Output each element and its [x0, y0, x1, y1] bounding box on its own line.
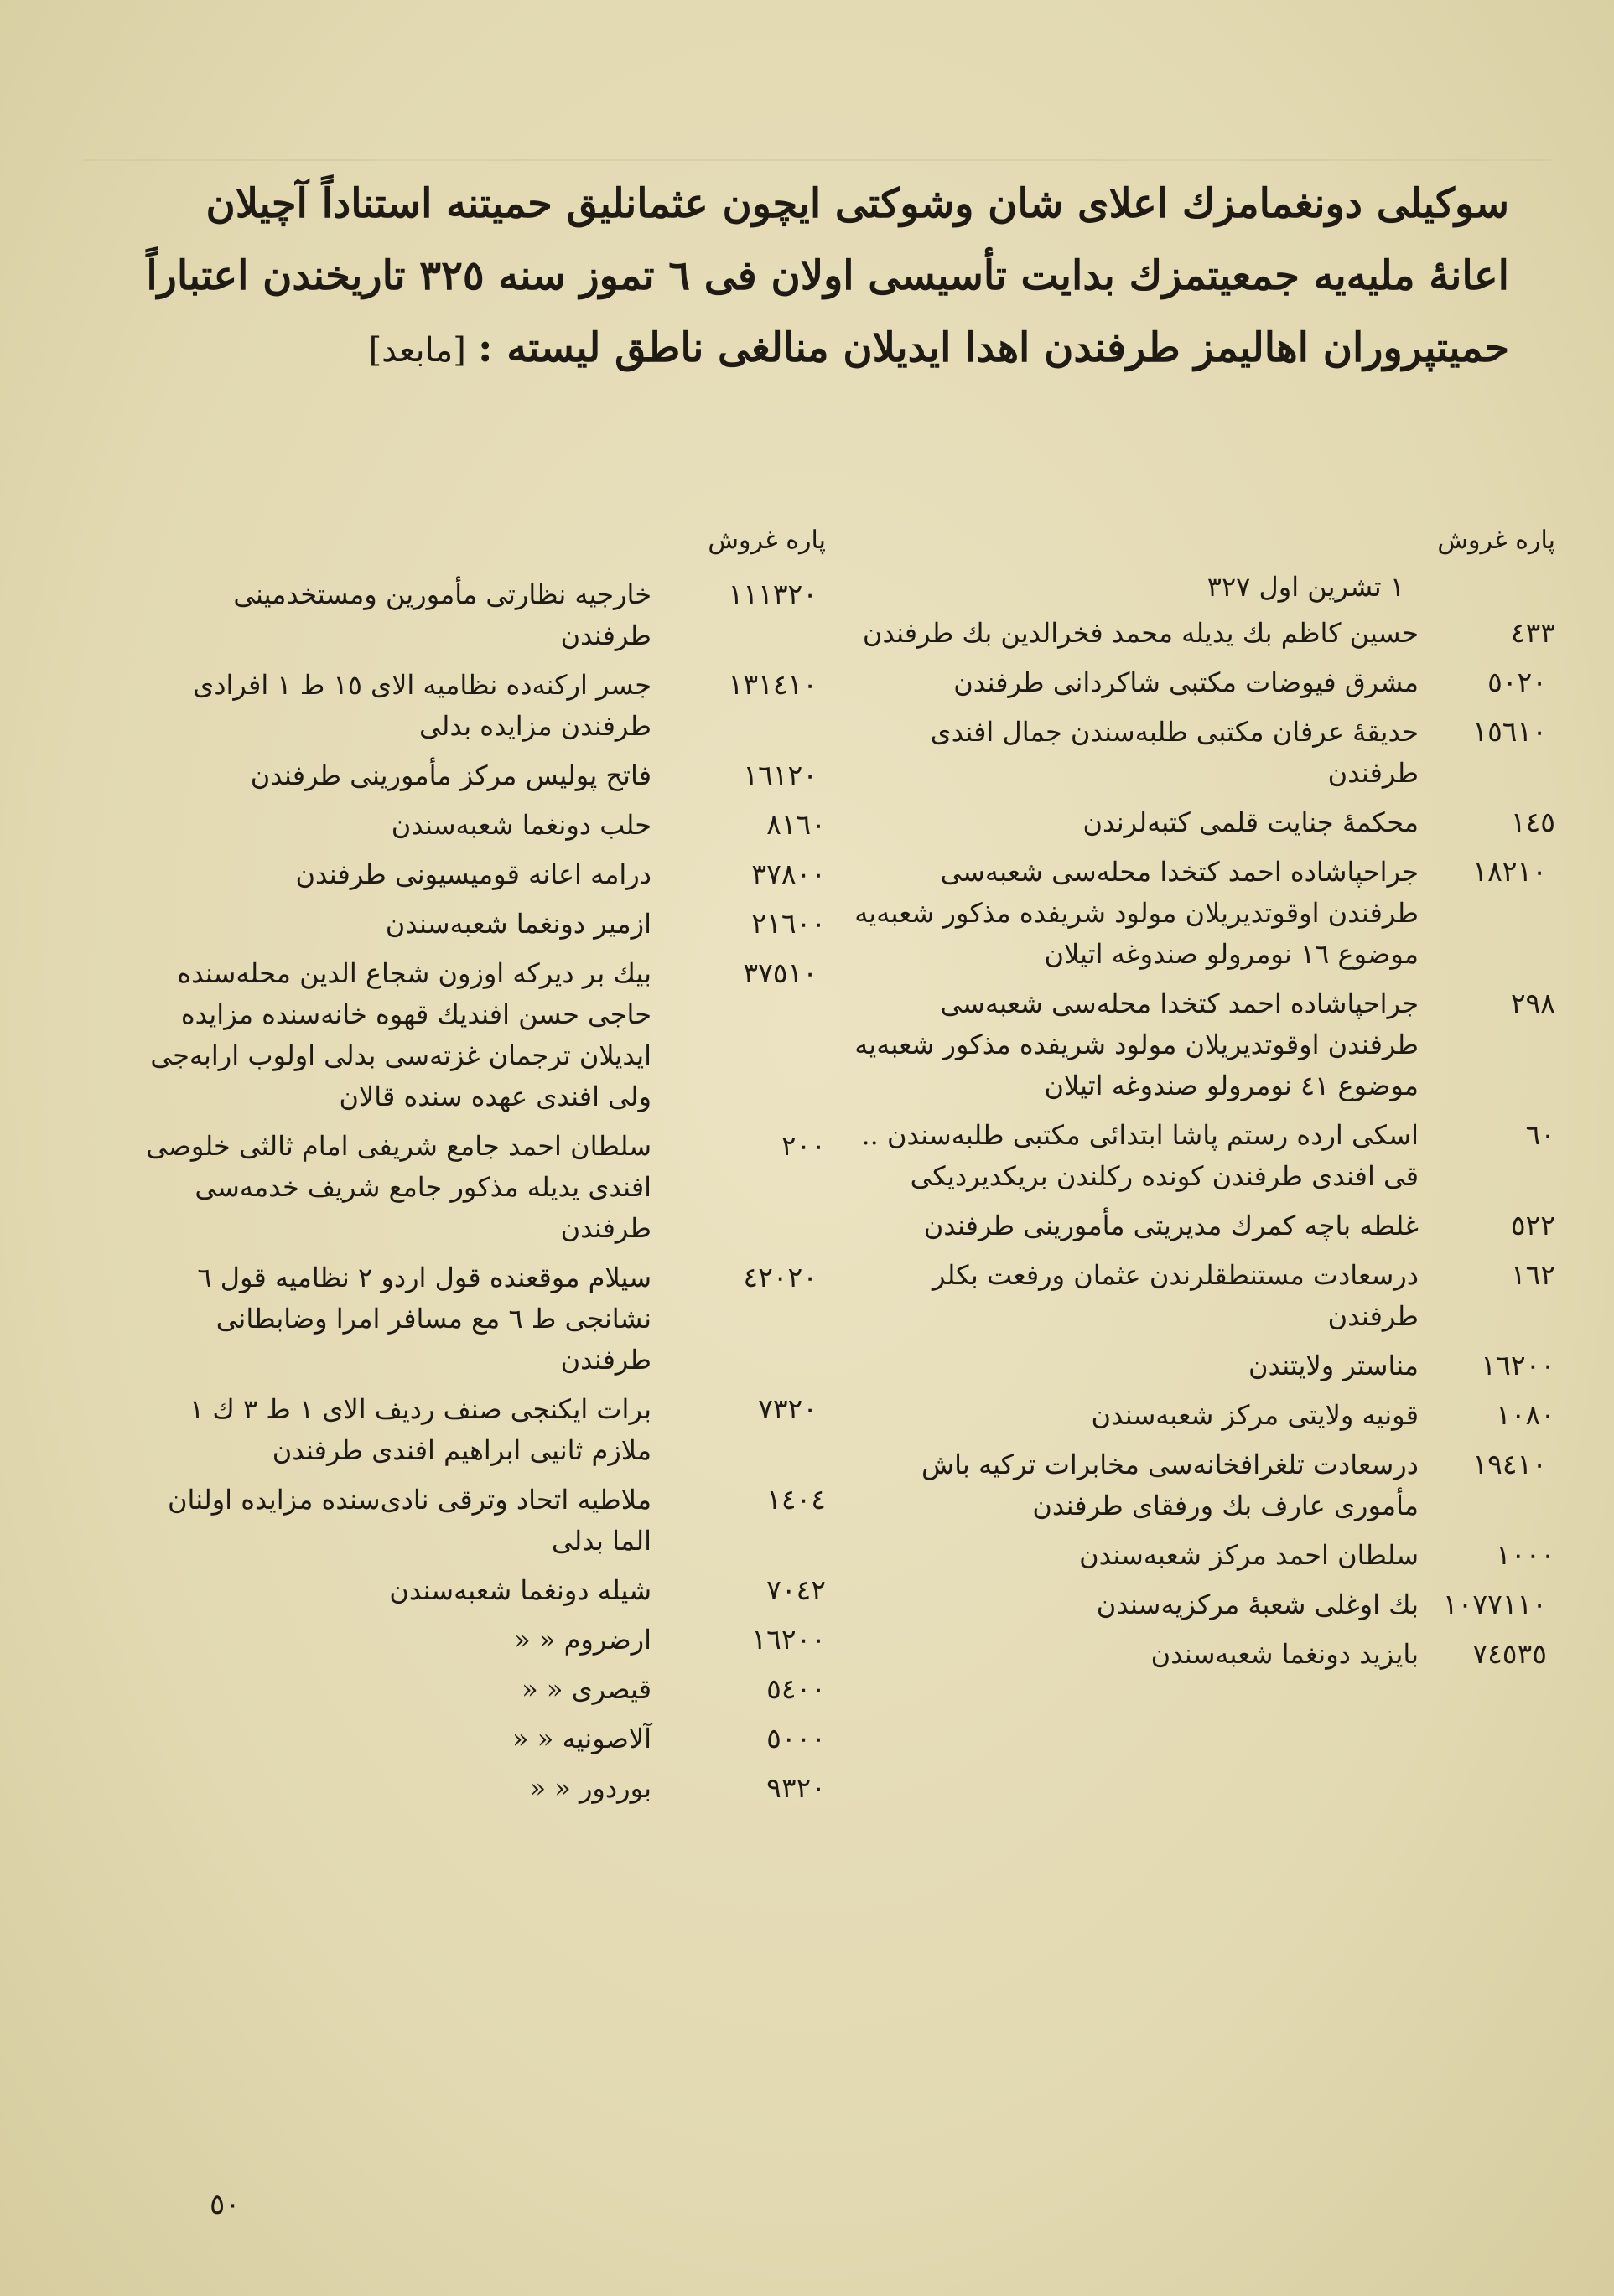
unit-kurus: غروش [708, 526, 778, 555]
amount-kurus: ٢١٦٠٠ [751, 907, 826, 940]
list-item [143, 1257, 826, 1381]
amount [1434, 802, 1555, 843]
entry-description: درامه اعانه قوميسيونى طرفندن [295, 858, 651, 890]
amount [667, 854, 826, 895]
date-line: ١ تشرين اول ٣٢٧ [1207, 571, 1404, 603]
entry-description: مشرق فيوضات مكتبى شاكردانى طرفندن [953, 666, 1419, 698]
amount [1434, 1395, 1555, 1436]
entry-description: جراحپاشاده احمد كتخدا محله‌سى شعبه‌سى طرفندن اوقوتديريلان مولود شريفده مذكور شعبه‌يه موضوع ٤١ نومرولو صندوغه اتيلان [854, 987, 1419, 1101]
amount [1434, 1205, 1555, 1246]
amount-para: ٣٥ [1517, 1637, 1547, 1670]
entry-description: ازمير دونغما شعبه‌سندن [385, 908, 651, 940]
amount-kurus: ١٦٢٠٠ [751, 1623, 826, 1656]
heading-line: اعانهٔ مليه‌يه جمعيتمزك بدايت تأسيسى اولان فى ٦ تموز سنه ٣٢٥ تاريخندن اعتباراً [146, 252, 1509, 299]
amount [667, 665, 826, 747]
amount-kurus: ٥٠٠٠ [766, 1722, 826, 1754]
amount-kurus: ٥٤٠٠ [766, 1672, 826, 1705]
heading-line-text: حميتپروران اهاليمز طرفندن اهدا ايديلان منالغى ناطق ليسته‌ : [477, 324, 1509, 371]
amount-kurus: ١٠٧٧١ [1442, 1588, 1518, 1620]
divider [84, 159, 1551, 161]
list-item [843, 1535, 1555, 1576]
amount-kurus: ٢٠٠ [781, 1129, 826, 1162]
amount-para: ١٠ [1517, 1588, 1547, 1620]
amount-kurus: ٣٧٥ [743, 956, 788, 989]
entry-description: ملاطيه اتحاد وترقى نادى‌سنده مزايده‌ اولنان الما بدلى [168, 1484, 651, 1557]
amount-kurus: ٦٠ [1525, 1118, 1555, 1151]
amount-kurus: ٧٠٤٢ [766, 1573, 826, 1606]
amount-kurus: ١٤٠٤ [766, 1483, 826, 1516]
amount [1434, 1255, 1555, 1337]
list-item [143, 1718, 826, 1760]
amount-para: ١٠ [787, 668, 817, 701]
left-entries [143, 574, 826, 1809]
list-item [143, 805, 826, 846]
amount-kurus: ٤٣٣ [1510, 616, 1555, 649]
list-item [143, 1669, 826, 1710]
amount-para: ٢٠ [1517, 666, 1547, 698]
list-item [143, 1620, 826, 1661]
amount [667, 1389, 826, 1471]
entry-description: حلب دونغما شعبه‌سندن [391, 809, 651, 841]
amount-kurus: ١٠٠٠ [1496, 1538, 1555, 1571]
amount [1434, 983, 1555, 1107]
entry-description: درسعادت تلغرافخانه‌سى مخابرات تركيه باش مأمورى عارف بك ورفقاى طرفندن [921, 1449, 1419, 1521]
amount [1434, 1444, 1555, 1526]
entry-description: سلطان احمد جامع شريفى امام ثالثى خلوصى افندى يديله مذكور جامع شريف خدمه‌سى طرفندن [146, 1130, 651, 1244]
heading-line: سوكيلى دونغمامزك اعلاى شان وشوكتى ايچون عثمانليق حميتنه استناداً آچيلان [205, 180, 1509, 227]
entry-description: سيلام موقعنده قول اردو ٢ نظاميه قول ٦ نشانجى ط ٦ مع مسافر امرا وضابطانى طرفندن [197, 1262, 651, 1376]
amount [1434, 1115, 1555, 1197]
entry-description: بايزيد دونغما شعبه‌سندن [1150, 1638, 1419, 1670]
heading-block [117, 168, 1509, 384]
amount-kurus: ١٠٨٠ [1496, 1398, 1555, 1431]
amount [667, 904, 826, 945]
amount-kurus: ٧٤٥ [1472, 1637, 1518, 1670]
amount [667, 1257, 826, 1381]
list-item [843, 712, 1555, 794]
continuation-note: [مابعد] [368, 331, 466, 370]
amount [1434, 662, 1555, 703]
amount [1434, 852, 1555, 975]
amount-kurus: ١٦٢ [1510, 1258, 1555, 1291]
entry-description: جراحپاشاده احمد كتخدا محله‌سى شعبه‌سى طرفندن اوقوتديريلان مولود شريفده مذكور شعبه‌يه موضوع ١٦ نومرولو صندوغه اتيلان [854, 856, 1419, 970]
entry-description: قونيه ولايتى مركز شعبه‌سندن [1091, 1399, 1419, 1431]
left-column [143, 516, 826, 1817]
entry-description: بوردور « « [529, 1772, 651, 1804]
amount-kurus: ٥٠ [1487, 666, 1518, 698]
entry-description: اسكى ارده رستم پاشا ابتدائى مكتبى طلبه‌سندن .. قى افندى طرفندن كونده‌ ركلندن بريكديرديكى [861, 1119, 1419, 1192]
amount [667, 755, 826, 796]
list-item [843, 802, 1555, 843]
entry-description: غلطه باچه كمرك مديريتى مأمورينى طرفندن [923, 1210, 1419, 1241]
entry-description: مناستر ولايتندن [1248, 1350, 1419, 1381]
amount-para: ١٠ [1517, 855, 1547, 888]
entry-description: ارضروم « « [514, 1624, 651, 1656]
unit-header [843, 516, 1555, 566]
entry-description: محكمهٔ جنايت قلمى كتبه‌لرندن [1082, 806, 1419, 838]
amount-kurus: ١١١٣ [728, 578, 788, 610]
list-item [843, 1444, 1555, 1526]
entry-description: قيصرى « « [522, 1673, 651, 1705]
amount-para: ٢٠ [787, 1261, 817, 1293]
amount-kurus: ٣٧٨٠٠ [751, 858, 826, 890]
entry-description: سلطان احمد مركز شعبه‌سندن [1079, 1539, 1419, 1571]
right-column [843, 516, 1555, 1683]
list-item [843, 1584, 1555, 1625]
unit-kurus: غروش [1437, 526, 1508, 555]
list-item [143, 904, 826, 945]
right-entries [843, 613, 1555, 1675]
list-item [143, 1768, 826, 1809]
amount-para: ٢٠ [787, 759, 817, 791]
amount [1434, 1634, 1555, 1675]
amount [667, 1718, 826, 1760]
entry-description: درسعادت مستنطقلرندن عثمان ورفعت بكلر طرفندن [932, 1259, 1419, 1332]
list-item [843, 613, 1555, 654]
amount-kurus: ٤٢٠ [743, 1261, 788, 1293]
amount [667, 805, 826, 846]
list-item [843, 983, 1555, 1107]
list-item [843, 1634, 1555, 1675]
entry-description: برات ايكنجى صنف رديف الاى ١ ط ٣ ك ١ ملازم ثانيى ابراهيم افندى طرفندن [189, 1393, 651, 1466]
amount [1434, 1584, 1555, 1625]
amount [1434, 613, 1555, 654]
entry-description: بك اوغلى شعبهٔ مركزيه‌سندن [1096, 1589, 1419, 1620]
list-item [143, 1389, 826, 1471]
amount [667, 1480, 826, 1562]
list-item [143, 1570, 826, 1611]
amount-para: ١٠ [1517, 715, 1547, 748]
list-item [143, 854, 826, 895]
entry-description: حسين كاظم بك يديله محمد فخرالدين بك طرفندن [862, 617, 1419, 649]
list-item [843, 1395, 1555, 1436]
amount-kurus: ١٩٤ [1472, 1448, 1518, 1480]
amount-para: ١٠ [1517, 1448, 1547, 1480]
amount [667, 1669, 826, 1710]
amount-para: ٢٠ [787, 1392, 817, 1425]
amount-kurus: ١٦١ [743, 759, 788, 791]
list-item [143, 1126, 826, 1249]
amount-kurus: ١٣١٤ [728, 668, 788, 701]
list-item [843, 662, 1555, 703]
amount [667, 1768, 826, 1809]
entry-description: بيك بر ديركه اوزون شجاع الدين محله‌سنده حاجى حسن افنديك قهوه‌ خانه‌سنده مزايده ايديلان ترجمان غزته‌سى بدلى اولوب ارابه‌جى ولى افندى عهده‌ سنده قالان [150, 957, 651, 1112]
amount [667, 1126, 826, 1249]
amount-kurus: ١٨٢ [1472, 855, 1518, 888]
list-item [143, 665, 826, 747]
entry-description: آلاصونيه « « [511, 1723, 651, 1754]
amount [1434, 1345, 1555, 1386]
amount-kurus: ١٥٦ [1472, 715, 1518, 748]
entry-description: حديقهٔ عرفان مكتبى طلبه‌سندن جمال افندى طرفندن [930, 716, 1419, 789]
list-item [143, 953, 826, 1117]
list-item [143, 1480, 826, 1562]
unit-para: پاره [786, 526, 826, 555]
amount [1434, 712, 1555, 794]
entry-description: خارجيه نظارتى مأمورين ومستخدمينى طرفندن [233, 578, 651, 651]
entry-description: شيله دونغما شعبه‌سندن [389, 1574, 651, 1606]
heading-line [117, 312, 1509, 384]
entry-description: فاتح پوليس مركز مأمورينى طرفندن [250, 759, 651, 791]
amount-kurus: ١٦٢٠٠ [1481, 1349, 1555, 1381]
unit-header [143, 516, 826, 566]
list-item [843, 1205, 1555, 1246]
amount [1434, 1535, 1555, 1576]
unit-para: پاره [1515, 526, 1555, 555]
amount-para: ٢٠ [787, 578, 817, 610]
list-item [143, 574, 826, 656]
amount-kurus: ٨١٦٠ [766, 808, 826, 841]
amount-kurus: ٧٣ [758, 1392, 788, 1425]
amount-kurus: ٩٣٢٠ [766, 1771, 826, 1804]
list-item [843, 1115, 1555, 1197]
amount-para: ١٠ [787, 956, 817, 989]
amount [667, 574, 826, 656]
page-number: ٥٠ [210, 2188, 241, 2221]
list-item [143, 755, 826, 796]
list-item [843, 1255, 1555, 1337]
amount [667, 953, 826, 1117]
amount-kurus: ٥٢٢ [1510, 1209, 1555, 1241]
amount-kurus: ١٤٥ [1510, 806, 1555, 838]
amount [667, 1620, 826, 1661]
amount [667, 1570, 826, 1611]
list-item [843, 852, 1555, 975]
amount-kurus: ٢٩٨ [1510, 987, 1555, 1019]
entry-description: جسر اركنه‌ده نظاميه الاى ١٥ ط ١ افرادى طرفندن مزايده بدلى [193, 669, 651, 742]
list-item [843, 1345, 1555, 1386]
